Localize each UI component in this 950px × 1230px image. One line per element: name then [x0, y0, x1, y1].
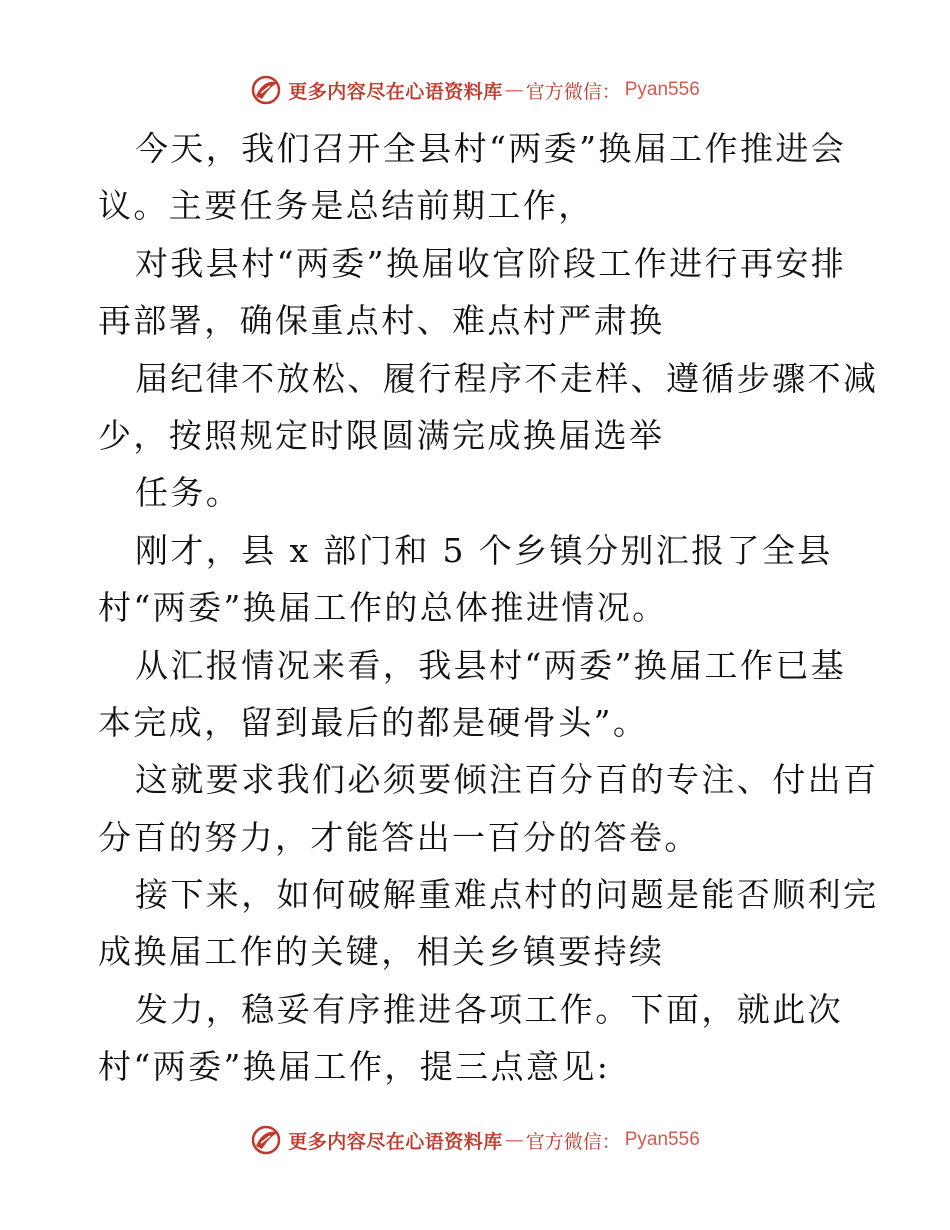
- text-line: 从汇报情况来看，我县村“两委”换届工作已基: [135, 645, 847, 685]
- brand-logo-icon: [250, 74, 282, 106]
- text-line: 任务。: [135, 473, 242, 513]
- text-line: 村“两委”换届工作的总体推进情况。: [98, 588, 668, 628]
- text-line: 议。主要任务是总结前期工作，: [98, 186, 594, 226]
- banner-title: 更多内容尽在心语资料库: [288, 1130, 503, 1153]
- banner-subtitle: 官方微信：: [525, 1130, 621, 1153]
- brand-logo-icon: [250, 1124, 282, 1156]
- header-watermark-banner: [0, 70, 950, 110]
- text-line: 届纪律不放松、履行程序不走样、遵循步骤不减: [135, 358, 879, 398]
- banner-separator: —: [504, 79, 524, 101]
- text-line: 村“两委”换届工作，提三点意见:: [98, 1047, 611, 1087]
- text-line: 刚才，县 x 部门和 5 个乡镇分别汇报了全县: [135, 530, 833, 570]
- banner-separator: —: [504, 1129, 524, 1151]
- text-line: 分百的努力，才能答出一百分的答卷。: [98, 817, 700, 857]
- text-line: 成换届工作的关键，相关乡镇要持续: [98, 932, 665, 972]
- text-line: 对我县村“两委”换届收官阶段工作进行再安排: [135, 243, 847, 283]
- text-line: 少，按照规定时限圆满完成换届选举: [98, 415, 665, 455]
- text-line: 再部署，确保重点村、难点村严肃换: [98, 301, 665, 341]
- text-line: 今天，我们召开全县村“两委”换届工作推进会: [135, 129, 847, 168]
- text-line: 发力，稳妥有序推进各项工作。下面，就此次: [135, 989, 843, 1029]
- text-line: 本完成，留到最后的都是硬骨头”。: [98, 702, 649, 742]
- banner-wechat-id: Pyan556: [624, 79, 700, 100]
- banner-subtitle: 官方微信：: [525, 80, 621, 103]
- footer-watermark-banner: [0, 1120, 950, 1160]
- text-line: 这就要求我们必须要倾注百分百的专注、付出百: [135, 760, 879, 800]
- banner-wechat-id: Pyan556: [624, 1129, 700, 1150]
- text-line: 接下来，如何破解重难点村的问题是能否顺利完: [135, 875, 879, 915]
- banner-title: 更多内容尽在心语资料库: [288, 80, 503, 103]
- document-body: [98, 120, 879, 1096]
